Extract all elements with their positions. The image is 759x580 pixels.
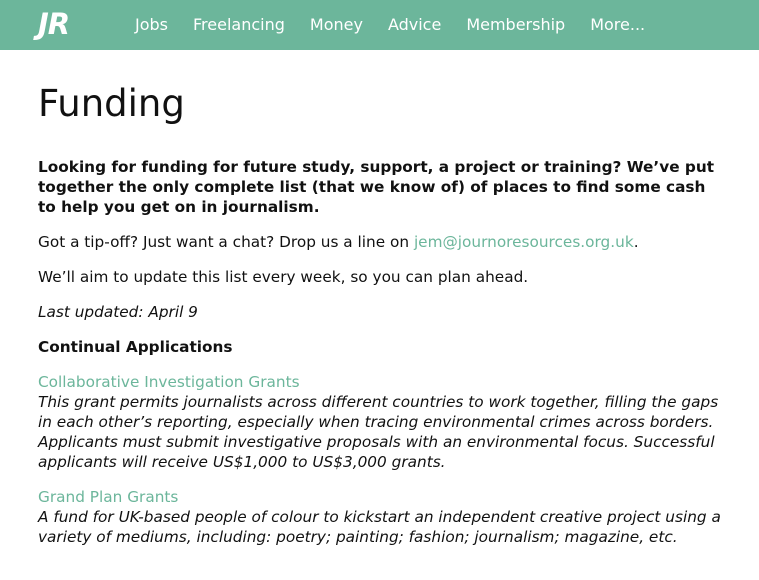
nav-item-money[interactable]: Money (309, 15, 363, 34)
contact-suffix: . (633, 233, 639, 251)
contact-paragraph (38, 232, 728, 252)
nav-item-membership[interactable]: Membership (466, 15, 566, 34)
nav-item-more[interactable]: More... (590, 15, 646, 34)
section-heading: Continual Applications (38, 338, 233, 356)
last-updated: Last updated: April 9 (38, 303, 198, 321)
contact-email-link[interactable]: jem@journoresources.org.uk (413, 233, 634, 251)
top-navigation-bar (0, 0, 759, 50)
grant-title-link[interactable]: Collaborative Investigation Grants (38, 373, 300, 391)
main-nav (135, 0, 670, 50)
page-title: Funding (38, 82, 185, 125)
grant-description: This grant permits journalists across different countries to work together, filling the gaps in each other’s reporting, especially when tracing environmental crimes across borders. Applicants must submit investigative proposals with an environmental focus. Successful applicants will receive US$1,000 to US$3,000 grants. (38, 393, 719, 471)
nav-item-jobs[interactable]: Jobs (135, 15, 168, 34)
update-note: We’ll aim to update this list every week, so you can plan ahead. (38, 268, 529, 286)
nav-item-freelancing[interactable]: Freelancing (193, 15, 285, 34)
site-logo[interactable]: JR (38, 7, 70, 41)
grant-description: A fund for UK-based people of colour to kickstart an independent creative project using a variety of mediums, including: poetry; painting; fashion; journalism; magazine, etc. (38, 508, 721, 546)
nav-item-advice[interactable]: Advice (387, 15, 442, 34)
contact-text: Got a tip-off? Just want a chat? Drop us a line on (38, 233, 414, 251)
intro-paragraph: Looking for funding for future study, support, a project or training? We’ve put together the only complete list (that we know of) of places to find some cash to help you get on in journalism. (38, 158, 715, 216)
grant-item (38, 487, 728, 547)
grant-title-link[interactable]: Grand Plan Grants (38, 488, 179, 506)
grant-item (38, 372, 728, 472)
